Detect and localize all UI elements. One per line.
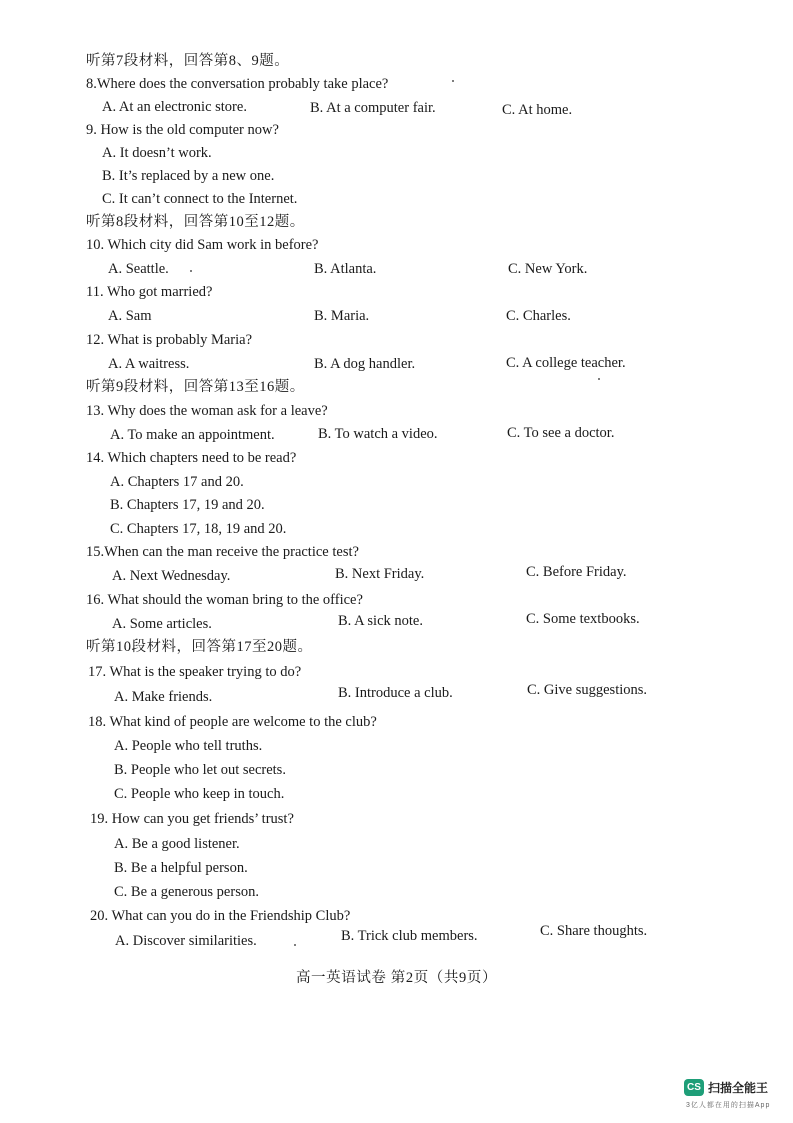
- question-12-option-b: B. A dog handler.: [314, 356, 416, 372]
- question-10-option-a: A. Seattle.: [108, 261, 169, 277]
- question-13-option-a: A. To make an appointment.: [110, 427, 275, 443]
- question-20-option-b: B. Trick club members.: [341, 928, 478, 944]
- question-10-option-b: B. Atlanta.: [314, 261, 377, 277]
- question-16-stem: 16. What should the woman bring to the office?: [86, 592, 363, 608]
- question-18-option-c: C. People who keep in touch.: [114, 786, 285, 802]
- question-17-option-b: B. Introduce a club.: [338, 685, 453, 701]
- question-10-stem: 10. Which city did Sam work in before?: [86, 237, 319, 253]
- section-heading-7: 听第7段材料，回答第8、9题。: [86, 53, 290, 69]
- page-footer: 高一英语试卷 第2页（共9页）: [295, 970, 498, 986]
- question-13-option-c: C. To see a doctor.: [507, 425, 615, 441]
- question-17-option-a: A. Make friends.: [114, 689, 213, 705]
- question-17-option-c: C. Give suggestions.: [527, 682, 648, 698]
- question-9-stem: 9. How is the old computer now?: [86, 122, 279, 138]
- question-14-stem: 14. Which chapters need to be read?: [86, 450, 297, 466]
- question-9-option-a: A. It doesn’t work.: [102, 145, 212, 161]
- question-15-option-a: A. Next Wednesday.: [112, 568, 231, 584]
- question-16-option-a: A. Some articles.: [112, 616, 212, 632]
- scan-speck: [598, 378, 600, 380]
- question-9-option-c: C. It can’t connect to the Internet.: [102, 191, 298, 207]
- watermark-app-name: 扫描全能王: [708, 1081, 769, 1095]
- question-15-option-b: B. Next Friday.: [335, 566, 425, 582]
- question-18-option-b: B. People who let out secrets.: [114, 762, 286, 778]
- scan-speck: [294, 944, 296, 946]
- question-8-stem: 8.Where does the conversation probably take place?: [86, 76, 389, 92]
- question-12-stem: 12. What is probably Maria?: [86, 332, 253, 348]
- question-8-option-c: C. At home.: [502, 102, 573, 118]
- scanner-watermark: [684, 1078, 788, 1114]
- question-18-option-a: A. People who tell truths.: [114, 738, 263, 754]
- section-heading-8: 听第8段材料，回答第10至12题。: [86, 214, 305, 230]
- question-19-option-a: A. Be a good listener.: [114, 836, 240, 852]
- question-15-option-c: C. Before Friday.: [526, 564, 627, 580]
- question-11-option-c: C. Charles.: [506, 308, 571, 324]
- question-12-option-a: A. A waitress.: [108, 356, 190, 372]
- question-14-option-a: A. Chapters 17 and 20.: [110, 474, 244, 490]
- question-8-option-b: B. At a computer fair.: [310, 100, 436, 116]
- question-16-option-c: C. Some textbooks.: [526, 611, 640, 627]
- question-19-option-b: B. Be a helpful person.: [114, 860, 248, 876]
- question-14-option-b: B. Chapters 17, 19 and 20.: [110, 497, 265, 513]
- question-15-stem: 15.When can the man receive the practice test?: [86, 544, 359, 560]
- watermark-tagline: 3亿人都在用的扫描App: [686, 1102, 771, 1109]
- question-11-stem: 11. Who got married?: [86, 284, 213, 300]
- scan-speck: [190, 270, 192, 272]
- question-13-stem: 13. Why does the woman ask for a leave?: [86, 403, 328, 419]
- question-16-option-b: B. A sick note.: [338, 613, 423, 629]
- question-19-option-c: C. Be a generous person.: [114, 884, 259, 900]
- question-19-stem: 19. How can you get friends’ trust?: [90, 811, 294, 827]
- question-12-option-c: C. A college teacher.: [506, 355, 626, 371]
- question-18-stem: 18. What kind of people are welcome to the club?: [88, 714, 377, 730]
- section-heading-10: 听第10段材料，回答第17至20题。: [86, 639, 313, 655]
- question-20-stem: 20. What can you do in the Friendship Club?: [90, 908, 351, 924]
- question-11-option-a: A. Sam: [108, 308, 152, 324]
- question-20-option-a: A. Discover similarities.: [115, 933, 257, 949]
- question-11-option-b: B. Maria.: [314, 308, 370, 324]
- scan-speck: [452, 80, 454, 82]
- question-13-option-b: B. To watch a video.: [318, 426, 438, 442]
- question-10-option-c: C. New York.: [508, 261, 588, 277]
- question-14-option-c: C. Chapters 17, 18, 19 and 20.: [110, 521, 287, 537]
- question-9-option-b: B. It’s replaced by a new one.: [102, 168, 275, 184]
- question-17-stem: 17. What is the speaker trying to do?: [88, 664, 302, 680]
- question-20-option-c: C. Share thoughts.: [540, 923, 648, 939]
- question-8-option-a: A. At an electronic store.: [102, 99, 247, 115]
- section-heading-9: 听第9段材料，回答第13至16题。: [86, 379, 305, 395]
- camscanner-logo-icon: CS: [684, 1079, 704, 1096]
